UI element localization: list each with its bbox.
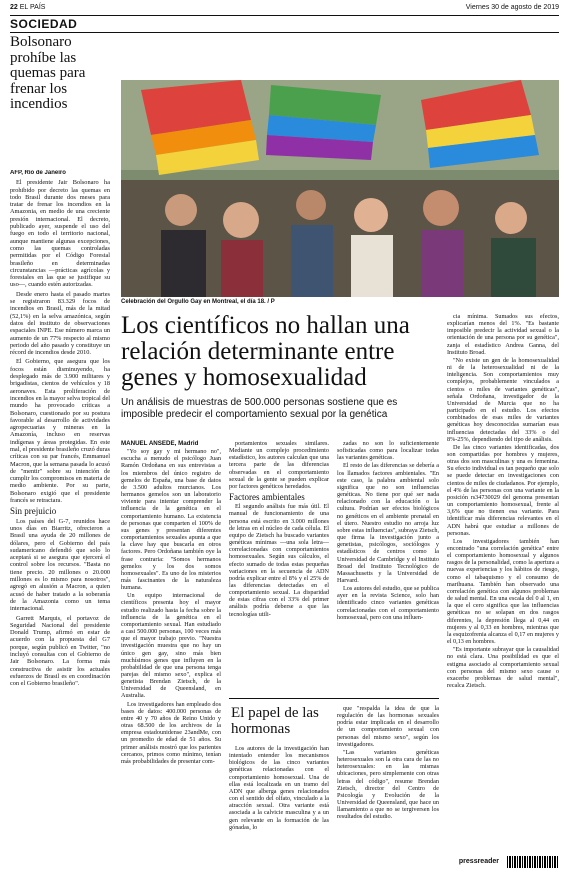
left-paragraph: Desde enero hasta el pasado martes se registraron 83.329 focos de incendios en Brasil, más de la mitad (52,1%) en la selva amazónica, según datos del instituto de observaciones espaciales INPE. Ese número marca un aumento de un 77% respecto al mismo periodo del año pasado y constituye un récord de incendios desde 2010. [10,290,110,357]
main-deck: Un análisis de muestras de 500.000 personas sostiene que es imposible predecir el comportamiento sexual por la genética [121,397,398,420]
main-paragraph: zadas no son lo suficientemente sofisticadas como para localizar todas las variantes genéticas. [337,440,439,462]
photo-caption: Celebración del Orgullo Gay en Montreal, el día 18. / P [121,299,275,305]
left-paragraph: El Gobierno, que asegura que los focos están disminuyendo, ha desplegado más de 3.900 militares y brigadistas, cientos de vehículos y 18 aeronaves. Esta proliferación de incendios en la mayor selva tropical del mundo ha provocado críticas a Bolsonaro, cuestionado por su postura favorable al desarrollo de actividades agropecuarias y mineras en la Amazonía, incluso en reservas indígenas y áreas protegidas. En este mal, el presidente brasileño cruzó duras críticas con su par francés, Emmanuel Macron, que la semana pasada lo acusó de "mentir" sobre su intención de cumplir los compromisos en materia de medio ambiente. Por su parte, Bolsonaro exigió que el presidente francés se retractara. [10,358,110,505]
section-label: SOCIEDAD [10,17,78,31]
box-paragraph: "Las variantes genéticas heterosexuales son la otra cara de las no heterosexuales: en las mismas ubicaciones, pero simplemente con otras letras del código", resume Brendan Zietsch, director del Centro de Psicología y Evolución de la Universidad de Queensland, que hace un llamamiento a que no se tergiversen los resultados del estudio. [337,748,439,821]
main-paragraph: "Es importante subrayar que la causalidad no está clara. Una posibilidad es que el estigma asociado al comportamiento sexual con personas del mismo sexo cause o exacerbe problemas de salud mental", recalca Zietsch. [447,646,559,689]
pressreader-logo: pressreader [458,858,499,865]
page-footer [10,858,559,870]
main-paragraph: "No existe un gen de la homosexualidad ni de la heterosexualidad ni de la inteligencia. Son comportamientos muy complejos, probablemente vinculados a cientos o miles de variantes genéticas", señala Ordoñana, investigador de la Universidad de Murcia que no ha participado en el estudio. Los efectos combinados de esas miles de variantes genéticas hoy desconocidas sumarían esas influencias detectadas del 33% o del 8%-25%, dependiendo del tipo de análisis. [447,356,559,443]
main-column-2 [229,440,329,690]
main-paragraph: El resto de las diferencias se debería a los llamados factores ambientales. "En este caso, la palabra ambiental solo significa que no son influencias genéticas. No tiene por qué ser nada relacionado con la educación o la cultura. Podrían ser efectos biológicos no genéticos en el ambiente prenatal en el útero. Nuestro estudio no arroja luz sobre estas influencias", subraya Zietsch, que firma la investigación junto a genetistas, psicólogos, sociólogos y estadísticos de centros como la Universidad de Cambridge y el Instituto Broad del Instituto Tecnológico de Massachusetts y la Universidad de Harvard. [337,462,439,584]
page-number: 22 [10,4,18,11]
pride-photo [121,80,559,297]
left-paragraph: El presidente Jair Bolsonaro ha prohibido por decreto las quemas en todo Brasil durante dos meses para tratar de frenar los incendios en la Amazonia, en medio de una creciente presión internacional. El decreto, publicado ayer, suspende el uso del fuego en todo el territorio nacional, aunque mantiene algunas excepciones, como las quemas controladas permitidas por el Código Forestal brasileño en determinadas circunstancias —prácticas agrícolas y forestales en las que se justifique su uso—, cuando estén autorizadas. [10,179,110,289]
left-story-headline: Bolsonaro prohíbe las quemas para frenar los incendios [10,34,86,112]
box-column-2 [337,705,439,850]
main-paragraph: Los autores del estudio, que se publica ayer en la revista Science, solo han identificado cinco variantes genéticas correlacionadas con el comportamiento homosexual, pero con una influen- [337,585,439,621]
main-byline: MANUEL ANSEDE, Madrid [121,440,199,447]
barcode-icon [507,856,559,868]
header-rule [10,15,559,16]
main-column-3 [337,440,439,690]
main-paragraph: El segundo análisis fue más útil. El manual de funcionamiento de una persona está escrito en 3.000 millones de letras en el núcleo de cada célula. El equipo de Zietsch ha buscado variantes genéticas mínimas —una sola letra— correlacionadas con comportamientos homosexuales. Según sus cálculos, el efecto sumado de todas estas pequeñas variaciones en la secuencia de ADN podría explicar entre el 8% y el 25% de las diferencias detectadas en el comportamiento sexual. La disparidad de estas cifras con el 33% del primer análisis podría deberse a que las tecnologías utili- [229,503,329,618]
main-paragraph: De las cinco variantes identificadas, dos son compartidas por hombres y mujeres, otras dos son masculinas y una es femenina. Su efecto individual es tan pequeño que solo se puede detectar en investigaciones con cientos de miles de ciudadanos. Por ejemplo, el 4% de las personas con una variante en la posición rs34730029 del genoma presentan un comportamiento homosexual, frente al 3,6% que no tienen esa variante. Para identificar más diferencias relevantes en el ADN habrá que estudiar a millones de personas. [447,443,559,537]
left-subhead: Sin prejuicio [10,506,57,517]
box-paragraph: Los autores de la investigación han intentado entender los mecanismos biológicos de las cinco variantes genéticas relacionadas con el comportamiento homosexual. Una de ellas está localizada en un tramo del ADN que alberga genes relacionados con el sentido del olfato, vinculado a la atracción sexual. Otra variante está asociada a la calvicie masculina y a un gen relevante en la formación de las gónadas, lo [229,745,329,831]
main-paragraph: Un equipo internacional de científicos presenta hoy el mayor estudio realizado hasta la fecha sobre la influencia de la genética en el comportamiento sexual. Han estudiado a casi 500.000 personas, 100 veces más que el mayor trabajo previo. "Nuestra investigación muestra que no hay un único gen gay, sino más bien muchísimos genes que influyen en la probabilidad de que una persona tenga parejas del mismo sexo", explica el genetista Brendan Zietsch, de la Universidad de Queensland, en Australia. [121,592,221,700]
left-story-body [10,170,110,815]
main-paragraph: Los investigadores han empleado dos bases de datos: 400.000 personas de entre 40 y 70 años de Reino Unido y otras 68.500 de los archivos de la empresa estadounidense 23andMe, con un promedio de edad de 51 años. Su primer análisis mostró que los parientes cercanos, primos como mínimo, tenían más probabilidades de presentar com- [121,700,221,765]
page-date: Viernes 30 de agosto de 2019 [465,4,559,11]
main-column-1 [121,440,221,850]
main-headline: Los científicos no hallan una relación determinante entre genes y homosexualidad [121,312,410,391]
main-subhead: Factores ambientales [229,492,305,503]
box-rule [229,698,439,699]
main-paragraph: "Yo soy gay y mi hermano no", escucha a menudo el psicólogo Juan Ramón Ordoñana en sus entrevistas a los miembros del único registro de gemelos de España, una base de datos de 3.500 adultos murcianos. Los hermanos gemelos son un laboratorio viviente para intentar comprender la influencia de la genética en el comportamiento humano. La existencia de personas que comparten el 100% de sus genes y presentan diferentes comportamientos sexuales apunta a que la clave hay que buscarla en otros factores. Pero Ordoñana también oye la frase contraria: "Somos hermanos gemelos y los dos somos homosexuales". Es uno de los misterios más fascinantes de la naturaleza humana. [121,448,221,592]
box-column-1 [229,745,329,850]
left-story-byline: AFP, Río de Janeiro [10,170,66,176]
paper-name: EL PAÍS [19,4,46,11]
main-paragraph: portamientos sexuales similares. Mediante un complejo procedimiento estadístico, los autores calculan que una tercera parte de las diferencias observadas en el comportamiento sexual de la gente se pueden explicar por factores genéticos heredados. [229,440,329,490]
box-headline: El papel de las hormonas [231,705,319,737]
section-rule [10,32,559,33]
main-column-4 [447,313,559,850]
left-paragraph: Garrett Marquis, el portavoz de Seguridad Nacional del presidente Donald Trump, afirmó en estar de acuerdo con la propuesta del G7 porque, según publicó en Twitter, "no incluyó consultas con el Gobierno de Jair Bolsonaro. La forma más constructiva de asistir los actuales esfuerzos de Brasil es en coordinación con el Gobierno brasileño". [10,614,110,688]
main-paragraph: Los investigadores también han encontrado "una correlación genética" entre el comportamiento homosexual y algunos rasgos de la personalidad, como la apertura a nuevas experiencias y los hábitos de riesgo, como el tabaquismo y el consumo de marihuana. También han observado una correlación genética con algunos problemas de salud mental. En una escala del 0 al 1, en la que el cero significa que las influencias genéticas no se solapan en dos rasgos diferentes, la depresión llega al 0,44 en mujeres y al 0,33 en hombres, mientras que la esquizofrenia alcanza el 0,17 en mujeres y el 0,13 en hombres. [447,537,559,646]
box-paragraph: que "respalda la idea de que la regulación de las hormonas sexuales podría estar implicada en el desarrollo de un comportamiento sexual con personas del mismo sexo", según los investigadores. [337,705,439,748]
pride-photo-illustration [121,80,559,297]
left-paragraph: Los países del G-7, reunidos hace unos días en Biarritz, ofrecieron a Brasil una ayuda de 20 millones de dólares, pero el Gobierno del país sudamericano defendió que solo lo aceptará si se asegura que ejercerá el control sobre los recursos. "Basta no tiene precio. 20 millones o 20.000 millones es lo mismo para nosotros", agregó en alusión a Macron, a quien acusó de haber tratado a la soberanía de la Amazonia como un tema internacional. [10,517,110,613]
main-paragraph: cia mínima. Sumados sus efectos, explicarían menos del 1%. "Es bastante imposible predecir la actividad sexual o la orientación de una persona por su genética", zanja el estadístico Andrea Ganna, del Instituto Broad. [447,313,559,356]
